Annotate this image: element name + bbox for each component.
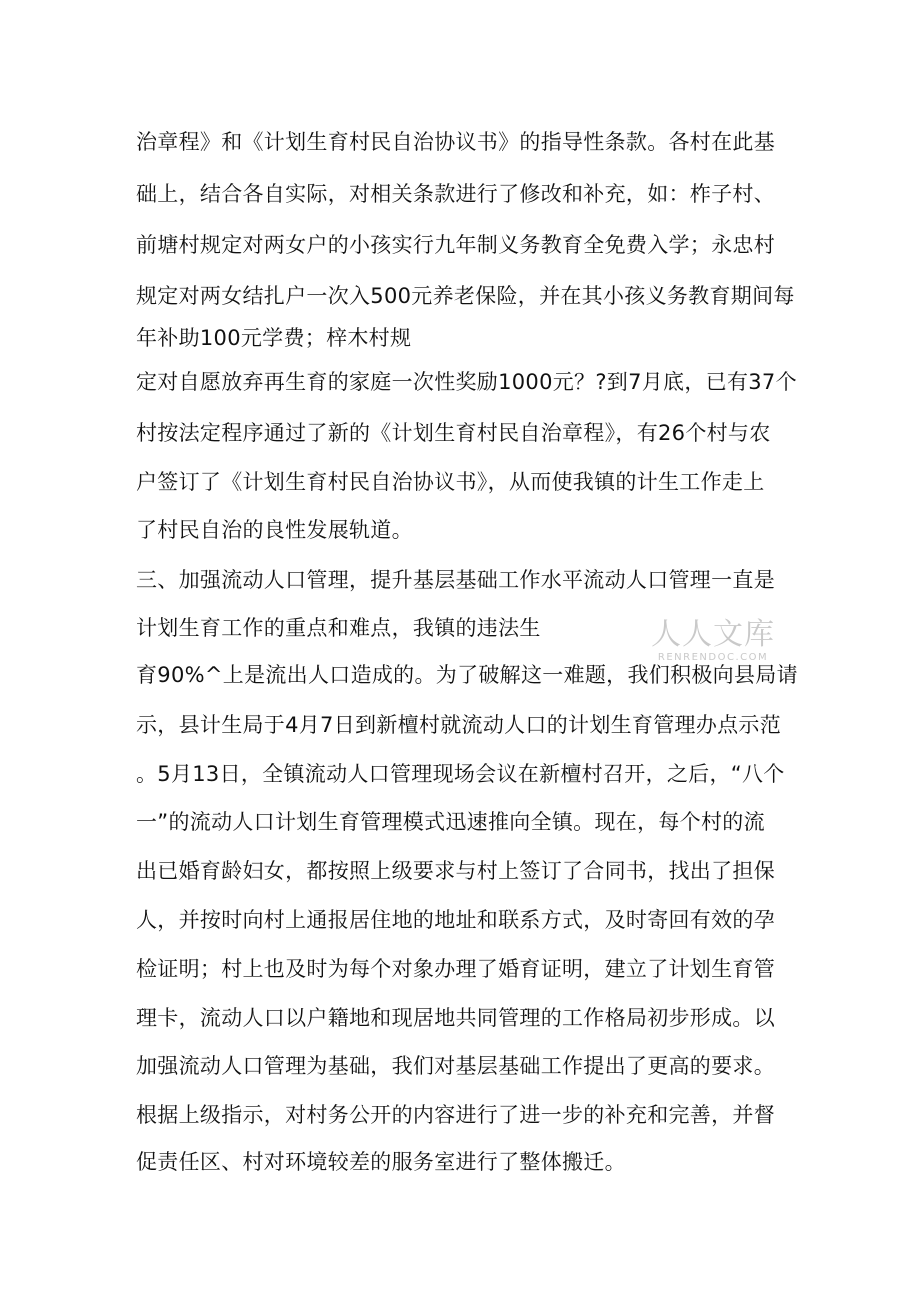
paragraph-line: 理卡，流动人口以户籍地和现居地共同管理的工作格局初步形成。以 bbox=[136, 1006, 775, 1030]
watermark-logo bbox=[648, 618, 778, 664]
paragraph-line: 治章程》和《计划生育村民自治协议书》的指导性条款。各村在此基 bbox=[136, 130, 775, 154]
paragraph-line: 年补助100元学费；梓木村规 bbox=[136, 326, 412, 350]
paragraph-line: 计划生育工作的重点和难点，我镇的违法生 bbox=[136, 616, 541, 640]
paragraph-line: 村按法定程序通过了新的《计划生育村民自治章程》，有26个村与农 bbox=[136, 421, 771, 445]
paragraph-line: 育90%^上是流出人口造成的。为了破解这一难题，我们积极向县局请 bbox=[136, 663, 798, 687]
paragraph-line: 加强流动人口管理为基础，我们对基层基础工作提出了更高的要求。 bbox=[136, 1054, 775, 1078]
paragraph-line: 。5月13日，全镇流动人口管理现场会议在新檀村召开，之后，“八个 bbox=[136, 762, 785, 786]
paragraph-line: 一”的流动人口计划生育管理模式迅速推向全镇。现在，每个村的流 bbox=[136, 810, 765, 834]
section-heading-line: 三、加强流动人口管理，提升基层基础工作水平流动人口管理一直是 bbox=[136, 568, 775, 592]
watermark-url: RENRENDOC.COM bbox=[657, 652, 769, 663]
paragraph-line: 规定对两女结扎户一次入500元养老保险，并在其小孩义务教育期间每 bbox=[136, 284, 795, 308]
paragraph-line: 示，县计生局于4月7日到新檀村就流动人口的计划生育管理办点示范 bbox=[136, 713, 782, 737]
paragraph-line: 人，并按时向村上通报居住地的地址和联系方式，及时寄回有效的孕 bbox=[136, 908, 775, 932]
paragraph-line: 出已婚育龄妇女，都按照上级要求与村上签订了合同书，找出了担保 bbox=[136, 859, 775, 883]
watermark-title: 人人文库 bbox=[651, 617, 775, 652]
paragraph-line: 促责任区、村对环境较差的服务室进行了整体搬迁。 bbox=[136, 1150, 626, 1174]
paragraph-line: 定对自愿放弃再生育的家庭一次性奖励1000元？?到7月底，已有37个 bbox=[136, 370, 797, 394]
paragraph-line: 根据上级指示，对村务公开的内容进行了进一步的补充和完善，并督 bbox=[136, 1103, 775, 1127]
paragraph-line: 检证明；村上也及时为每个对象办理了婚育证明，建立了计划生育管 bbox=[136, 957, 775, 981]
paragraph-line: 前塘村规定对两女户的小孩实行九年制义务教育全免费入学；永忠村 bbox=[136, 233, 775, 257]
paragraph-line: 础上，结合各自实际，对相关条款进行了修改和补充，如：柞子村、 bbox=[136, 182, 775, 206]
paragraph-line: 户签订了《计划生育村民自治协议书》，从而使我镇的计生工作走上 bbox=[136, 470, 765, 494]
paragraph-line: 了村民自治的良性发展轨道。 bbox=[136, 518, 413, 542]
